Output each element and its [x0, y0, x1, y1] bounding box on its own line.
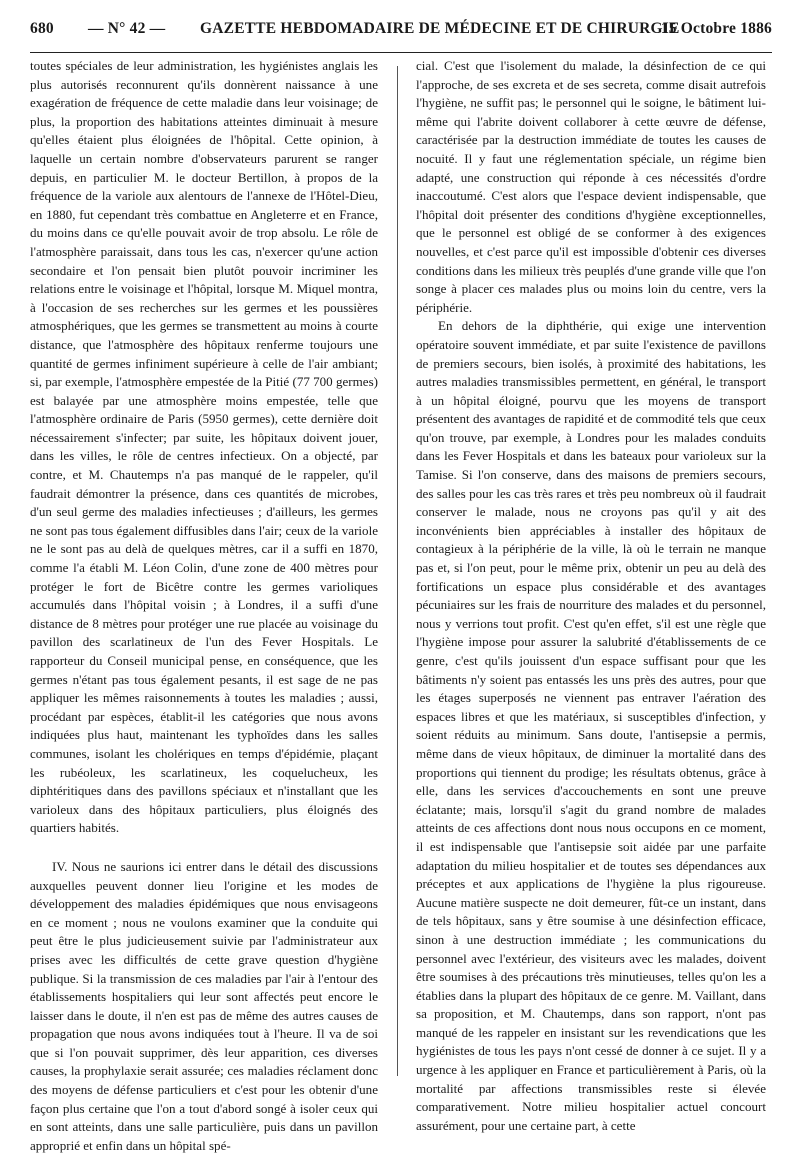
issue-number: — N° 42 — — [88, 20, 166, 37]
paragraph: En dehors de la diphthérie, qui exige une intervention opératoire souvent immédiate, et par suite l'existence de pavillons de premiers secours, bien isolés, à proximité des habitations, les autres maladies transmissibles permettent, en général, le transport à un hôpital éloigné, pourvu que les moyens de transport présentent des avantages de rapidité et de commodité tels que ceux qu'on trouve, par exemple, à Londres pour les malades conduits dans les Fever Hospitals et dans les bateaux pour varioleux sur la Tamise. Si l'on conserve, dans des maisons de premiers secours, des salles pour les cas très rares et très peu nombreux où il faudrait conserver le malade, nous ne croyons pas qu'il y ait des inconvénients bien appréciables à installer des hôpitaux de contagieux à la périphérie de la ville, là où le terrain ne manque pas et, si l'on peut, pour le même prix, obtenir un peu au delà des fortifications un espace plus considérable et des avantages pécuniaires sur les frais de nourriture des malades et du personnel, nous y verrions tout profit. C'est qu'en effet, s'il est une règle que l'hygiène impose pour assurer la salubrité d'établissements de ce genre, c'est qu'ils jouissent d'un espace suffisant pour que les bâtiments n'y soient pas entassés les uns près des autres, pour que les étages superposés ne viennent pas entraver l'aération des espaces libres et que les matériaux, si susceptibles d'infection, y soient réduits au minimum. Sans doute, l'antisepsie a permis, même dans de vieux hôpitaux, de diminuer la mortalité dans des proportions qui tiennent du prodige; les résultats obtenus, grâce à elle, dans les services d'accouchements en sont une preuve éclatante; mais, lorsqu'il s'agit du grand nombre de malades atteints de ces affections dont nous nous occupons en ce moment, il est indispensable que l'antisepsie soit aidée par une parfaite adaptation du milieu hospitalier et de toutes ses dépendances aux préceptes et aux applications de l'hygiène la plus rigoureuse. Aucune matière suspecte ne doit demeurer, fût-ce un instant, dans de tels hôpitaux, sans y être soumise à une désinfection efficace, sinon à une destruction immédiate ; les communications du personnel avec l'extérieur, des visiteurs avec les malades, doivent être soumises à des précautions très minutieuses, telles qu'on les a établies dans la plupart des hôpitaux de ce genre. M. Vaillant, dans sa proposition, et M. Chautemps, dans son rapport, n'ont pas manqué de les rappeler en insistant sur les revendications que les hygiénistes de tous les pays n'ont cessé de donner à ce sujet. Il y a urgence à les appliquer en France et particulièrement à Paris, où la mortalité par affections transmissibles reste si élevée comparativement. Notre milieu hospitalier actuel concourt assurément, pour une certaine part, à cette — [416, 318, 766, 1133]
journal-title: GAZETTE HEBDOMADAIRE DE MÉDECINE ET DE CHIRURGIE — [200, 20, 680, 37]
issue-date: 15 Octobre 1886 — [660, 20, 772, 37]
column-divider — [397, 66, 398, 1076]
paragraph: IV. Nous ne saurions ici entrer dans le détail des discussions auxquelles peuvent donner lieu l'origine et les modes de développement des maladies épidémiques que nous envisageons en ce moment ; nous ne voulons examiner que la conduite qui peut être le plus judicieusement suivie par l'administrateur aux prises avec les difficultés de cette grave question d'hygiène publique. Si la transmission de ces maladies par l'air à l'entour des établissements hospitaliers qui leur sont affectés peut encore le laisser dans le doute, il n'en est pas de même des autres causes de propagation que nous avons indiquées tout à l'heure. Il va de soi que si l'on pouvait supprimer, dès leur apparition, ces diverses causes, la prophylaxie serait assurée; ces maladies réclament donc des moyens de défense particuliers et c'est pour les obtenir d'une façon plus certaine que l'on a tout d'abord songé à isoler ceux qui en sont atteints, dans une salle particulière, puis dans un pavillon approprié et enfin dans un hôpital spé- — [30, 858, 378, 1153]
right-column — [416, 57, 766, 1133]
paragraph: cial. C'est que l'isolement du malade, la désinfection de ce qui l'approche, de ses excreta et de ses secreta, comme disait autrefois l'hygiène, ne suffit pas; le personnel qui le soigne, le bâtiment lui-même qui l'abrite doivent collaborer à cette œuvre de défense, caractérisée par la destruction immédiate de toutes les causes de nocuité. Il y faut une réglementation spéciale, un régime bien adapté, une construction qui réponde à ces nécessités d'ordre inaccoutumé. C'est alors que l'espace devient indispensable, que l'hôpital doit présenter des conditions d'hygiène exceptionnelles, que le personnel est obligé de se conformer à des exigences nouvelles, et c'est parce qu'il est impossible d'obtenir ces diverses conditions dans les milieux très peuplés d'une grande ville que l'on songe à placer ces malades plus ou moins loin du centre, vers la périphérie. — [416, 58, 766, 315]
paragraph: toutes spéciales de leur administration, les hygiénistes anglais les plus autorisés reconnurent qu'ils donnèrent naissance à une exagération de fréquence de cette maladie dans leur voisinage; de plus, la proportion des habitations atteintes diminuait à mesure qu'elles étaient plus éloignées de l'hôpital. Cette opinion, à laquelle un certain nombre d'observateurs parurent se ranger depuis, en particulier M. le docteur Bertillon, à propos de la fréquence de la variole aux alentours de l'annexe de l'Hôtel-Dieu, en 1880, fut cependant très combattue en Angleterre et en France, du moins dans ce qu'elle pouvait avoir de trop absolu. Le rôle de l'atmosphère paraissait, dans tous les cas, n'exercer qu'une action secondaire et l'on pensait bien plutôt pouvoir incriminer les relations entre le voisinage et l'hôpital, lorsque M. Miquel montra, à l'occasion de ses recherches sur les germes et les poussières atmosphériques, que les germes se transmettent au moins à courte distance, que l'atmosphère des hôpitaux renferme toujours une quantité de germes infiniment supérieure à celle de l'air ambiant; si, par exemple, l'atmosphère empestée de la Pitié (77 700 germes) est balayée par une atmosphère moins empestée, telle que l'atmosphère ordinaire de Paris (5950 germes), cette dernière doit nécessairement s'infecter; par suite, les hôpitaux doivent jouer, dans les villes, le rôle de centres infectieux. On a objecté, par contre, et M. Chautemps n'a pas manqué de le rappeler, qu'il faudrait démontrer la présence, dans ces quantités de microbes, d'un seul germe des maladies infectieuses ; d'ailleurs, les germes ne sont pas tous également diffusibles dans l'air; ceux de la variole ne le sont pas au delà de quelques mètres, car il a suffi en 1870, comme l'a établi M. Léon Colin, d'une zone de 400 mètres pour protéger le fort de Bicêtre contre les germes varioliques accumulés dans l'hôpital voisin ; à Londres, il a suffi d'une distance de 8 mètres pour protéger une rue placée au voisinage du pavillon des scarlatineux de l'un des Fever Hospitals. Le rapporteur du Conseil municipal pense, en conséquence, que les germes n'étant pas tous également pesants, il est sage de ne pas appliquer les mêmes raisonnements à toutes les maladies ; aussi, procédant par espèces, établit-il les catégories que nous avons indiquées plus haut, maintenant les typhoïdes dans les salles communes, isolant les cholériques en temps d'épidémie, plaçant les rubéoleux, les scarlatineux, les coquelucheux, les diphtéritiques dans des pavillons spéciaux et n'installant que les varioleux dans des hôpitaux particuliers, plus éloignés des quartiers habités. — [30, 58, 378, 836]
page-number: 680 — [30, 20, 54, 37]
left-column — [30, 57, 378, 1153]
page-header — [30, 8, 772, 53]
